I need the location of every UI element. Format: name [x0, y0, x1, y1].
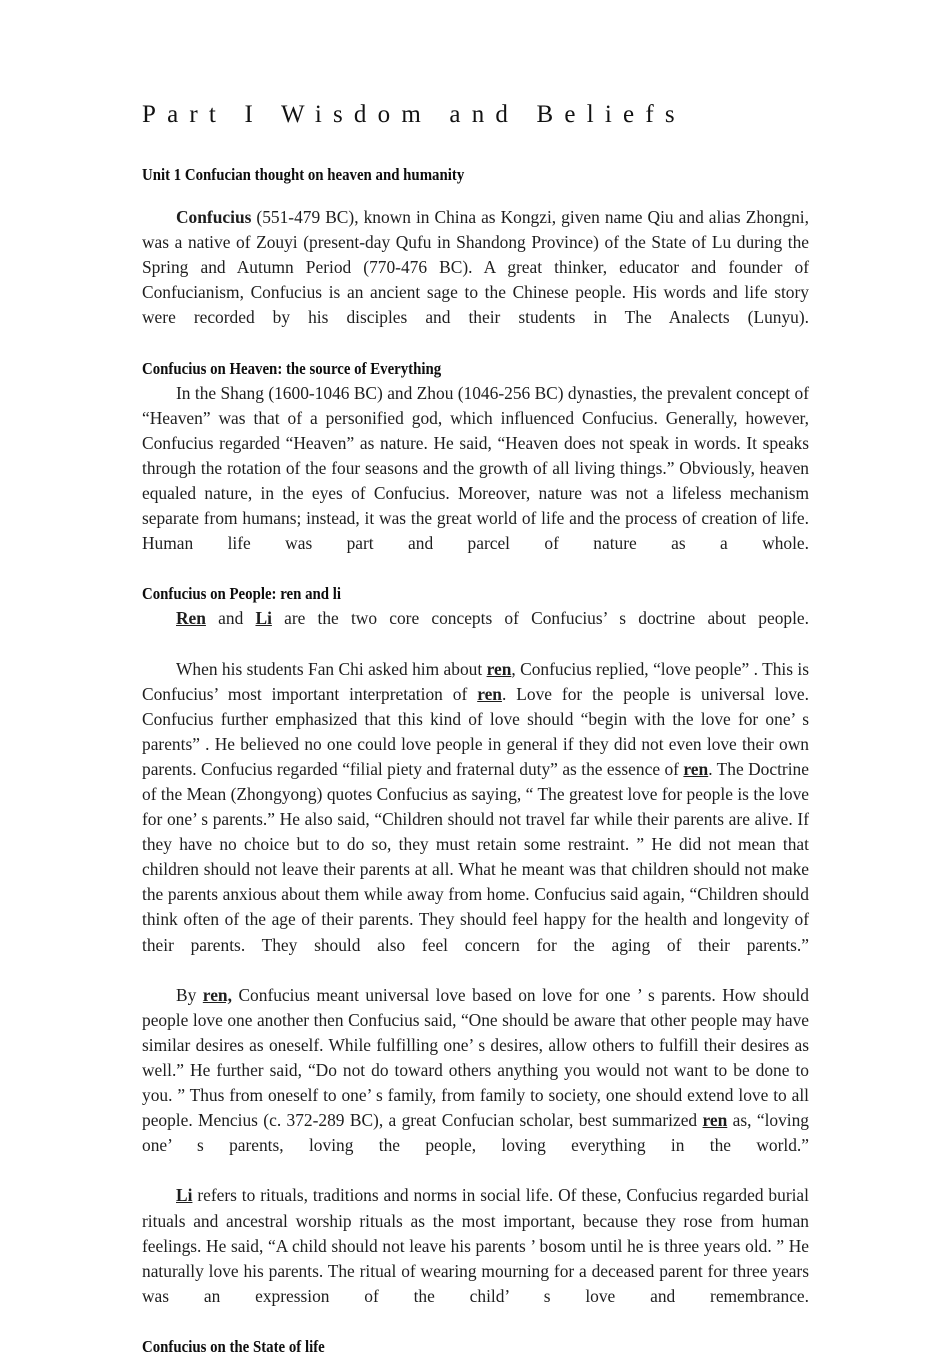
- key-term: ren: [683, 758, 709, 779]
- text-run: Obviously, heaven equaled nature, in the eyes of Confucius. Moreover, nature was not a lifeless mechanism separate from humans; instead, it was the great world of life and the process of creation of life. Human life was part and parcel of nature as a whole.: [142, 457, 809, 554]
- key-term: Li: [255, 608, 272, 629]
- text-run: He also said,: [275, 809, 375, 830]
- text-run: . This is Confucius’ most important interpretation of: [142, 658, 810, 704]
- key-term: ren: [486, 658, 512, 679]
- text-run: . The Doctrine of the Mean (Zhongyong) quotes Confucius as saying,: [142, 758, 809, 804]
- paragraph-p-li: [142, 1183, 809, 1334]
- section-heading-heaven: Confucius on Heaven: the source of Everything: [142, 358, 442, 378]
- text-run: “loving one’ s parents, loving the people, loving everything in the world.”: [142, 1110, 810, 1156]
- text-run: “begin with the love for one’ s parents”: [142, 708, 810, 754]
- key-term: ren,: [202, 984, 232, 1005]
- paragraph-p-confucius-bio: [142, 205, 809, 356]
- part-title: Part I Wisdom and Beliefs: [142, 101, 686, 128]
- key-term: Li: [176, 1185, 193, 1206]
- text-run: was that of a personified god, which influenced Confucius. Generally, however, Confucius regarded: [142, 407, 809, 453]
- text-run: “Heaven does not speak in words. It speaks through the rotation of the four seasons and the growth of all living things.”: [142, 432, 809, 478]
- section-heading-people: Confucius on People: ren and li: [142, 584, 341, 604]
- text-run: . Love for the people is universal love. Confucius further emphasized that this kind of love should: [142, 683, 809, 729]
- text-run: , Confucius replied,: [511, 658, 654, 679]
- text-run: “Heaven”: [285, 432, 355, 453]
- key-term: ren: [477, 683, 502, 704]
- paragraph-p-heaven: [142, 381, 809, 582]
- text-run: as the essence of: [557, 758, 684, 779]
- text-run: as,: [727, 1110, 757, 1131]
- key-term: Ren: [176, 608, 206, 629]
- key-term: ren: [702, 1110, 728, 1131]
- text-run: “A child should not leave his parents ’ bosom until he is three years old. ”: [267, 1235, 785, 1256]
- text-run: “love people”: [653, 658, 750, 679]
- text-run: Thus from oneself to one’ s family, from family to society, one should extend love to all people. Mencius (c. 372-289 BC), a great Confucian scholar, best summarized: [142, 1085, 809, 1131]
- text-run: “Heaven”: [142, 407, 211, 428]
- text-run: He further said,: [184, 1060, 308, 1080]
- paragraph-p-by-ren: [142, 983, 809, 1184]
- text-run: He naturally love his parents. The ritual of wearing mourning for a deceased parent for three years was an expression of the child’ s love and remembrance.: [142, 1235, 809, 1306]
- text-run: are the two core concepts of Confucius’ s doctrine about people.: [271, 608, 809, 629]
- paragraph-p-ren-li-intro: [142, 606, 809, 656]
- text-run: “One should be aware that other people may have similar desires as oneself. While fulfilling one’ s desires, allow others to fulfill their desires as well.”: [142, 1009, 809, 1080]
- text-run: refers to rituals, traditions and norms in social life. Of these, Confucius regarded burial rituals and ancestral worship rituals as the most important, because they rose from human feelings. He said,: [142, 1185, 809, 1256]
- text-run: (551-479 BC), known in China as Kongzi, given name Qiu and alias Zhongni, was a native of Zouyi (present-day Qufu in Shandong Province) of the State of Lu during the Spring and Autumn Period (770-476 BC). A great thinker, educator and founder of Confucianism, Confucius is an ancient sage to the Chinese people. His words and life story were recorded by his disciples and their students in The Analects (Lunyu).: [142, 207, 809, 328]
- text-run: He did not mean that children should not leave their parents at all. What he meant was that children should not make the parents anxious about them while away from home. Confucius said again,: [142, 834, 809, 905]
- text-run: as nature. He said,: [354, 432, 498, 453]
- paragraph-p-fan-chi: [142, 657, 809, 983]
- page-content-column: [142, 0, 809, 1359]
- text-run: “Children should not travel far while their parents are alive. If they have no choice but to do so, they must retain some restraint. ”: [142, 809, 810, 855]
- text-run: “Do not do toward others anything you would not want to be done to you. ”: [142, 1060, 809, 1106]
- section-list: [142, 205, 809, 1359]
- bold-term: Confucius: [176, 207, 252, 227]
- section-heading-state-of-life: Confucius on the State of life: [142, 1337, 325, 1357]
- text-run: “Children should think often of the age of their parents. They should feel happy for the health and longevity of their parents. They should also feel concern for the aging of their parents.”: [142, 884, 809, 955]
- text-run: When his students Fan Chi asked him about: [176, 658, 487, 679]
- text-run: “filial piety and fraternal duty”: [342, 758, 558, 779]
- unit-heading: Unit 1 Confucian thought on heaven and humanity: [142, 165, 465, 184]
- text-run: “ The greatest love for people is the love for one’ s parents.”: [142, 783, 809, 830]
- text-run: In the Shang (1600-1046 BC) and Zhou (1046-256 BC) dynasties, the prevalent concept of: [176, 382, 809, 403]
- text-run: and: [205, 608, 256, 629]
- text-run: . He believed no one could love people in general if they did not even love their own parents. Confucius regarded: [142, 733, 809, 779]
- text-run: By: [176, 984, 203, 1005]
- text-run: Confucius meant universal love based on love for one ’ s parents. How should people love one another then Confucius said,: [142, 984, 809, 1030]
